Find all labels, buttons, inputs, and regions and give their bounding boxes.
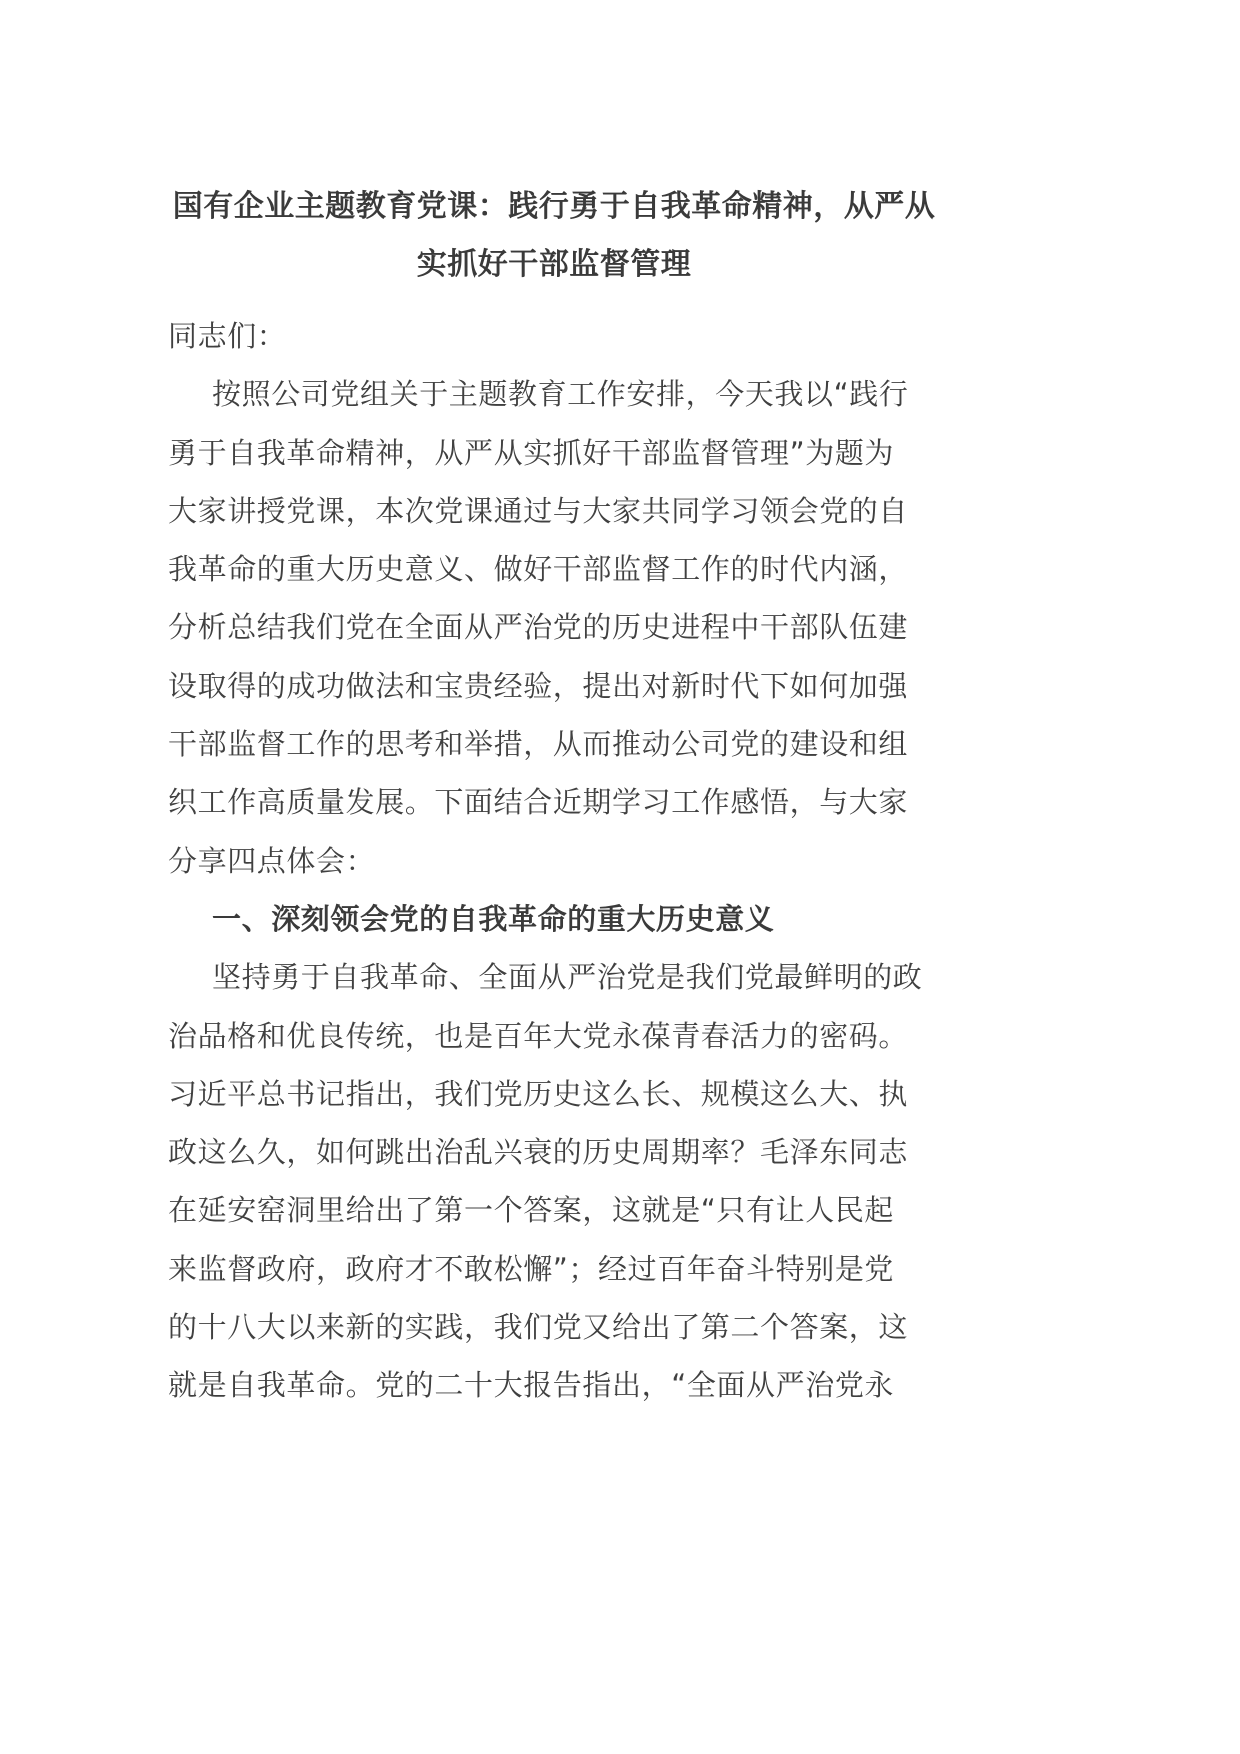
section-1-paragraph (168, 948, 948, 1414)
text-line: 来监督政府，政府才不敢松懈”；经过百年奋斗特别是党 (168, 1251, 895, 1286)
text-line: 习近平总书记指出，我们党历史这么长、规模这么大、执 (168, 1076, 909, 1111)
text-line: 干部监督工作的思考和举措，从而推动公司党的建设和组 (168, 727, 909, 762)
text-line: 分享四点体会： (168, 843, 376, 878)
text-line: 就是自我革命。党的二十大报告指出，“全面从严治党永 (168, 1368, 895, 1403)
text-line: 勇于自我革命精神，从严从实抓好干部监督管理”为题为 (168, 435, 895, 470)
text-line: 的十八大以来新的实践，我们党又给出了第二个答案，这 (168, 1310, 909, 1345)
text-line: 治品格和优良传统，也是百年大党永葆青春活力的密码。 (168, 1018, 909, 1053)
text-line: 坚持勇于自我革命、全面从严治党是我们党最鲜明的政 (212, 960, 923, 995)
title-line-2: 实抓好干部监督管理 (416, 247, 692, 282)
text-line: 按照公司党组关于主题教育工作安排，今天我以“践行 (212, 377, 909, 412)
text-line: 我革命的重大历史意义、做好干部监督工作的时代内涵， (168, 552, 909, 587)
document-title (168, 178, 940, 294)
section-heading-1: 一、深刻领会党的自我革命的重大历史意义 (212, 901, 775, 936)
text-line: 政这么久，如何跳出治乱兴衰的历史周期率？毛泽东同志 (168, 1135, 909, 1170)
title-line-1: 国有企业主题教育党课：践行勇于自我革命精神，从严从 (172, 189, 936, 224)
intro-paragraph (168, 365, 948, 890)
text-line: 分析总结我们党在全面从严治党的历史进程中干部队伍建 (168, 610, 909, 645)
document-body (168, 307, 948, 1415)
salutation: 同志们： (168, 319, 287, 353)
text-line: 在延安窑洞里给出了第一个答案，这就是“只有让人民起 (168, 1193, 895, 1228)
text-line: 设取得的成功做法和宝贵经验，提出对新时代下如何加强 (168, 668, 909, 703)
text-line: 大家讲授党课，本次党课通过与大家共同学习领会党的自 (168, 493, 909, 528)
text-line: 织工作高质量发展。下面结合近期学习工作感悟，与大家 (168, 785, 909, 820)
